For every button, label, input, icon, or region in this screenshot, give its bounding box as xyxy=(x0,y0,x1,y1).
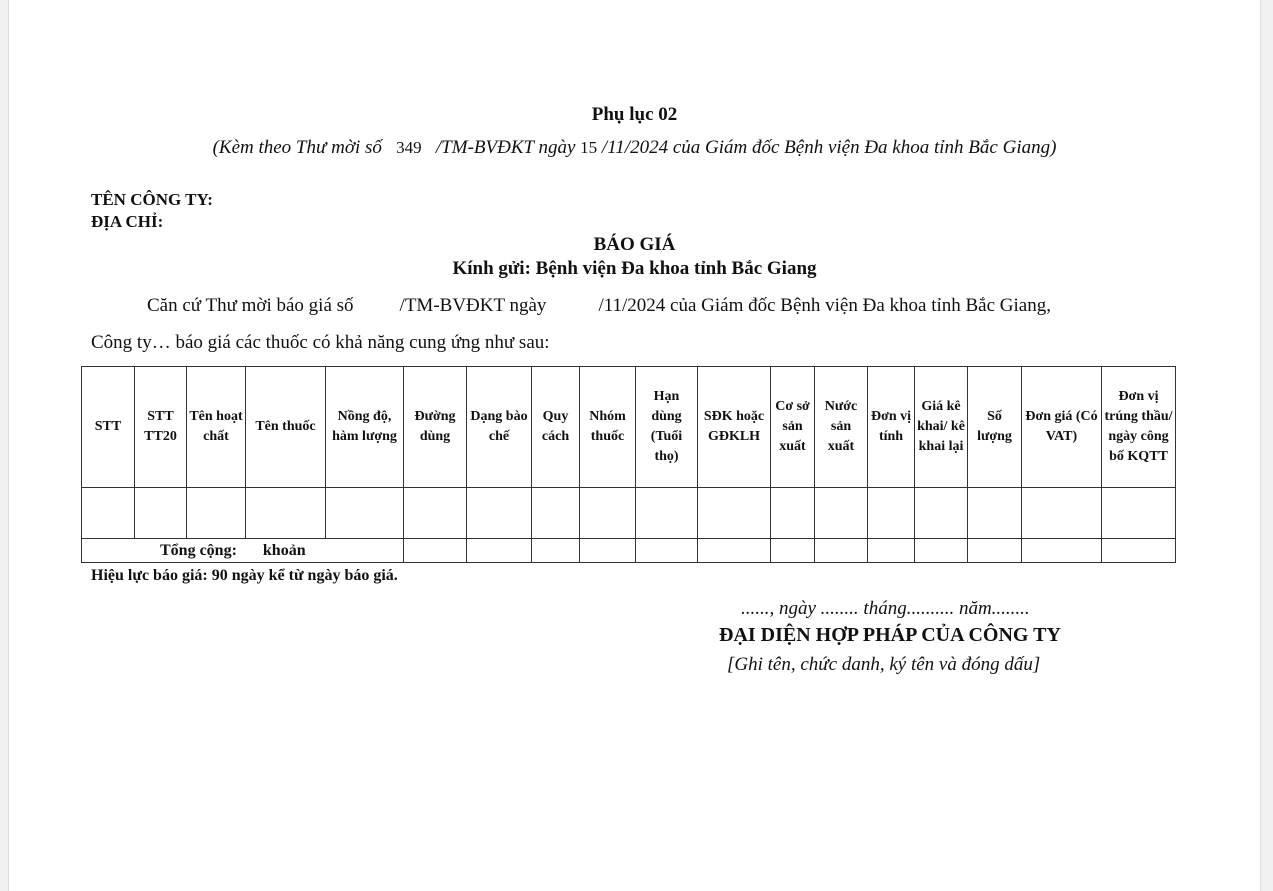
table-cell xyxy=(968,539,1022,563)
letter-number: 349 xyxy=(396,138,422,157)
appendix-subtitle xyxy=(9,137,1260,159)
table-cell xyxy=(467,488,532,539)
col-header: Quy cách xyxy=(532,367,580,488)
col-header: Tên thuốc xyxy=(246,367,326,488)
table-cell xyxy=(968,488,1022,539)
intro-paragraph xyxy=(147,295,1051,317)
validity-note: Hiệu lực báo giá: 90 ngày kể từ ngày báo giá. xyxy=(91,567,398,584)
col-header: Tên hoạt chất xyxy=(187,367,246,488)
col-header: STT TT20 xyxy=(135,367,187,488)
table-cell xyxy=(1102,539,1176,563)
col-header: Hạn dùng (Tuổi thọ) xyxy=(636,367,698,488)
letter-day: 15 xyxy=(580,138,598,157)
table-cell xyxy=(532,539,580,563)
table-cell xyxy=(868,488,915,539)
col-header: Đơn giá (Có VAT) xyxy=(1022,367,1102,488)
table-cell xyxy=(404,488,467,539)
table-cell xyxy=(771,488,815,539)
table-cell xyxy=(135,488,187,539)
address-label: ĐỊA CHỈ: xyxy=(91,212,164,231)
subtitle-prefix: (Kèm theo Thư mời số xyxy=(212,137,382,158)
table-cell xyxy=(246,488,326,539)
table-cell xyxy=(698,488,771,539)
table-cell xyxy=(580,539,636,563)
col-header: Nhóm thuốc xyxy=(580,367,636,488)
col-header: Dạng bào chế xyxy=(467,367,532,488)
table-row xyxy=(82,488,1176,539)
signature-note: [Ghi tên, chức danh, ký tên và đóng dấu] xyxy=(727,654,1041,675)
signature-date-line: ......, ngày ........ tháng.......... năm........ xyxy=(741,598,1030,619)
quote-title: BÁO GIÁ xyxy=(593,234,676,255)
company-name-label: TÊN CÔNG TY: xyxy=(91,190,213,209)
table-cell xyxy=(636,488,698,539)
table-header-row xyxy=(82,367,1176,488)
table-cell xyxy=(1102,488,1176,539)
addressee-line: Kính gửi: Bệnh viện Đa khoa tỉnh Bắc Giang xyxy=(452,258,817,279)
table-cell xyxy=(1022,539,1102,563)
col-header: Cơ sở sản xuất xyxy=(771,367,815,488)
signature-title: ĐẠI DIỆN HỢP PHÁP CỦA CÔNG TY xyxy=(719,624,1061,646)
document-page xyxy=(8,0,1261,891)
intro-part-3: /11/2024 của Giám đốc Bệnh viện Đa khoa tỉnh Bắc Giang, xyxy=(598,295,1051,316)
col-header: Đường dùng xyxy=(404,367,467,488)
col-header: Số lượng xyxy=(968,367,1022,488)
table-cell xyxy=(815,488,868,539)
col-header: Nước sản xuất xyxy=(815,367,868,488)
table-cell xyxy=(1022,488,1102,539)
intro-part-2: /TM-BVĐKT ngày xyxy=(399,295,547,316)
col-header: Đơn vị tính xyxy=(868,367,915,488)
intro-part-1: Căn cứ Thư mời báo giá số xyxy=(147,295,354,316)
total-unit: khoản xyxy=(262,541,306,559)
table-cell xyxy=(82,488,135,539)
total-cell xyxy=(82,539,404,563)
table-cell xyxy=(915,488,968,539)
table-cell xyxy=(815,539,868,563)
total-label: Tổng cộng: xyxy=(160,541,237,559)
table-cell xyxy=(532,488,580,539)
table-cell xyxy=(467,539,532,563)
subtitle-mid: /TM-BVĐKT ngày xyxy=(435,137,576,158)
col-header: Nồng độ, hàm lượng xyxy=(326,367,404,488)
subtitle-suffix: /11/2024 của Giám đốc Bệnh viện Đa khoa tỉnh Bắc Giang) xyxy=(601,137,1057,158)
table-cell xyxy=(326,488,404,539)
table-cell xyxy=(404,539,467,563)
col-header: SĐK hoặc GĐKLH xyxy=(698,367,771,488)
table-cell xyxy=(636,539,698,563)
table-cell xyxy=(580,488,636,539)
col-header: STT xyxy=(82,367,135,488)
appendix-title: Phụ lục 02 xyxy=(591,104,678,125)
table-cell xyxy=(187,488,246,539)
table-cell xyxy=(868,539,915,563)
table-cell xyxy=(771,539,815,563)
col-header: Giá kê khai/ kê khai lại xyxy=(915,367,968,488)
quote-table xyxy=(81,366,1176,563)
col-header: Đơn vị trúng thầu/ ngày công bố KQTT xyxy=(1102,367,1176,488)
table-cell xyxy=(915,539,968,563)
table-cell xyxy=(698,539,771,563)
intro-line-2: Công ty… báo giá các thuốc có khả năng cung ứng như sau: xyxy=(91,332,550,353)
total-row xyxy=(82,539,1176,563)
